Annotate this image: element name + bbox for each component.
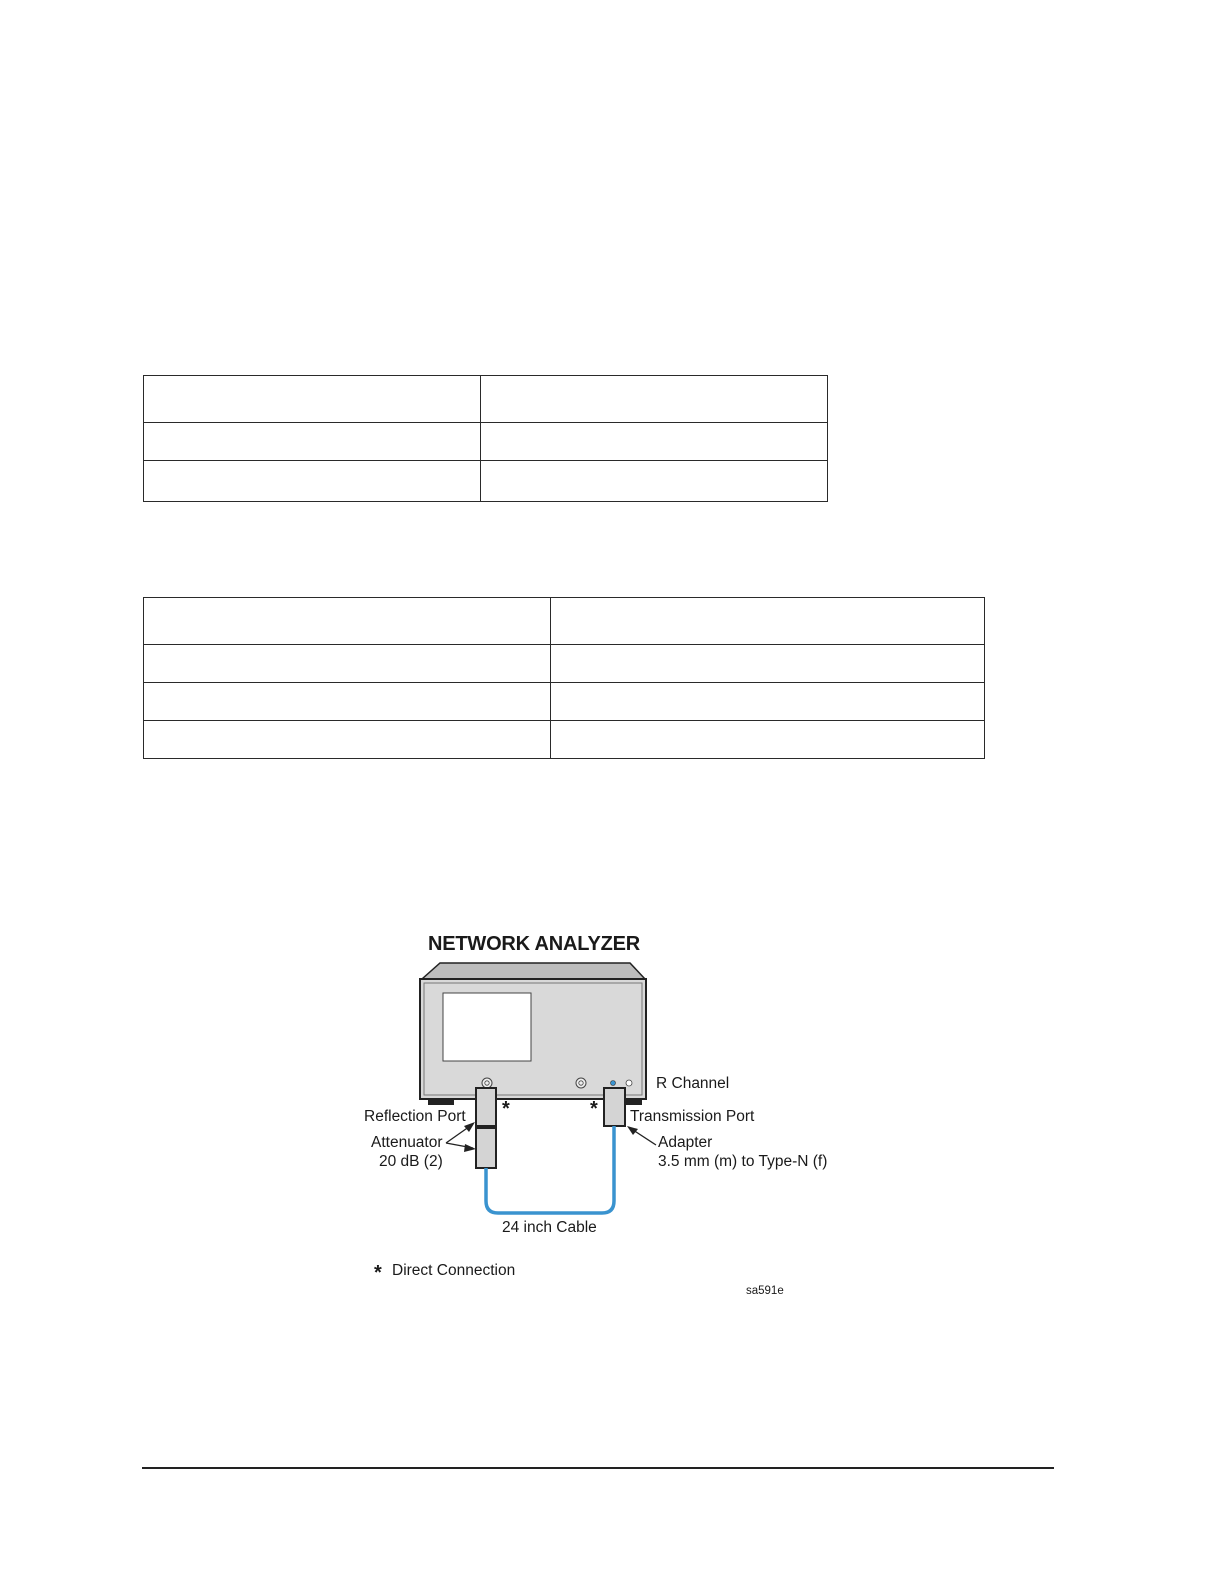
legend-text: Direct Connection bbox=[392, 1262, 516, 1279]
front-indicator bbox=[626, 1080, 632, 1086]
table-two-header-cell-1 bbox=[144, 598, 551, 645]
analyzer-foot-left bbox=[428, 1099, 454, 1105]
reflection-port-connector bbox=[482, 1078, 492, 1088]
table-cell bbox=[144, 683, 551, 721]
analyzer-top-panel bbox=[422, 963, 645, 979]
attenuator-spec-label: 20 dB (2) bbox=[379, 1153, 443, 1170]
reflection-port-adapter bbox=[476, 1088, 496, 1126]
table-cell bbox=[481, 461, 828, 502]
r-channel-label: R Channel bbox=[656, 1075, 730, 1092]
direct-connection-marker-reflection: * bbox=[502, 1098, 510, 1120]
figure-id: sa591e bbox=[746, 1285, 784, 1297]
direct-connection-marker-transmission: * bbox=[590, 1098, 598, 1120]
adapter-spec-label: 3.5 mm (m) to Type-N (f) bbox=[658, 1153, 828, 1170]
front-knob bbox=[576, 1078, 586, 1088]
table-two-header-cell-2 bbox=[551, 598, 985, 645]
legend-symbol: * bbox=[374, 1262, 382, 1284]
table-two bbox=[143, 597, 985, 759]
adapter-label: Adapter bbox=[658, 1134, 713, 1151]
table-cell bbox=[144, 645, 551, 683]
transmission-port-label: Transmission Port bbox=[630, 1108, 755, 1125]
reflection-port-label: Reflection Port bbox=[364, 1108, 466, 1125]
table-one bbox=[143, 375, 828, 502]
table-cell bbox=[551, 721, 985, 759]
table-one-header-cell-2 bbox=[481, 376, 828, 423]
footer-rule bbox=[142, 1467, 1054, 1469]
test-cable bbox=[486, 1126, 614, 1213]
table-cell bbox=[144, 721, 551, 759]
figure-title: NETWORK ANALYZER bbox=[428, 933, 640, 955]
r-channel-connector bbox=[611, 1081, 616, 1086]
table-cell bbox=[551, 683, 985, 721]
table-cell bbox=[144, 423, 481, 461]
attenuator-block bbox=[476, 1128, 496, 1168]
transmission-port-adapter bbox=[604, 1088, 625, 1126]
table-cell bbox=[144, 461, 481, 502]
table-cell bbox=[551, 645, 985, 683]
setup-figure bbox=[340, 915, 900, 1315]
attenuator-label: Attenuator bbox=[371, 1134, 443, 1151]
cable-label: 24 inch Cable bbox=[502, 1219, 597, 1236]
analyzer-screen bbox=[443, 993, 531, 1061]
table-one-header-cell-1 bbox=[144, 376, 481, 423]
table-cell bbox=[481, 423, 828, 461]
